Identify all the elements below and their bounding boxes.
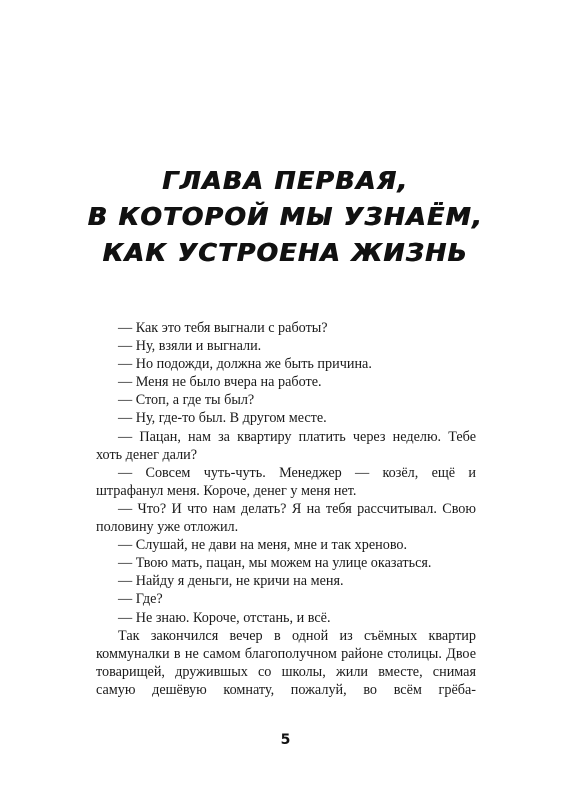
dialogue-line: — Меня не было вчера на работе. [118, 374, 322, 391]
dialogue-line: — Что? И что нам делать? Я на тебя рассчитывал. Свою половину уже отложил. [96, 500, 476, 536]
dialogue-line: — Стоп, а где ты был? [118, 392, 255, 409]
dialogue-line: — Твою мать, пацан, мы можем на улице оказаться. [118, 555, 432, 572]
dialogue-line: — Слушай, не дави на меня, мне и так хреново. [118, 537, 408, 554]
dialogue-line: — Но подожди, должна же быть причина. [118, 356, 372, 373]
chapter-title-line-1: ГЛАВА ПЕРВАЯ, [162, 166, 409, 195]
dialogue-line: — Ну, взяли и выгнали. [118, 338, 262, 355]
dialogue-line: — Ну, где-то был. В другом месте. [118, 410, 327, 427]
chapter-title-line-3: КАК УСТРОЕНА ЖИЗНЬ [102, 238, 469, 267]
dialogue-line: — Совсем чуть-чуть. Менеджер — козёл, ещё и штрафанул меня. Короче, денег у меня нет. [96, 464, 476, 499]
dialogue-line: — Пацан, нам за квартиру платить через неделю. Тебе хоть денег дали? [96, 428, 476, 463]
dialogue-line: — Не знаю. Короче, отстань, и всё. [118, 609, 331, 626]
chapter-body-text [96, 319, 476, 699]
dialogue-line: — Найду я деньги, не кричи на меня. [118, 573, 344, 590]
narrative-paragraph: Так закончился вечер в одной из съёмных квартир коммуналки в не самом благополучном районе столицы. Двое товарищей, дружившых со школы, жили вместе, снимая самую дешёвую комнату, пожалуй, во всём грёба- [96, 627, 476, 698]
chapter-title-line-2: В КОТОРОЙ МЫ УЗНАЁМ, [87, 202, 484, 231]
page-number: 5 [280, 732, 291, 748]
dialogue-line: — Где? [118, 591, 163, 608]
chapter-title [0, 163, 571, 271]
dialogue-line: — Как это тебя выгнали с работы? [118, 320, 328, 336]
